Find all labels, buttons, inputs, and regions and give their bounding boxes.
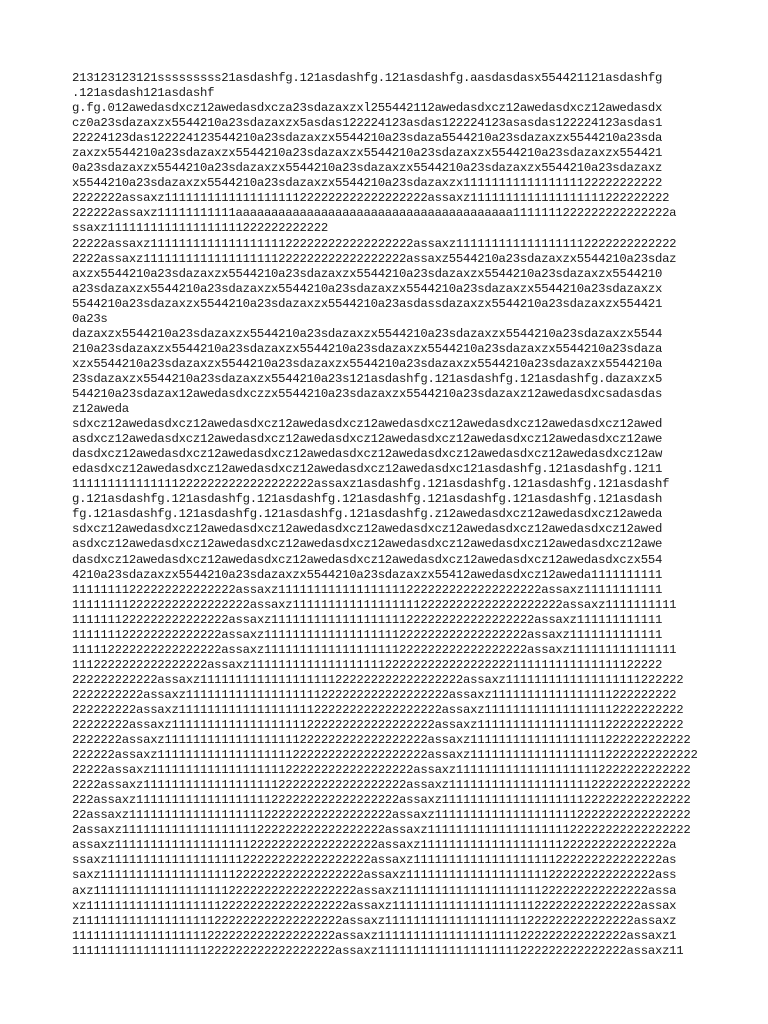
text-line: 4210a23sdazaxzx5544210a23sdazaxzx5544210a23sdazaxzx55412awedasdxcz12aweda1111111111 bbox=[72, 567, 663, 582]
text-line: sdxcz12awedasdxcz12awedasdxcz12awedasdxcz12awedasdxcz12awedasdxcz12awedasdxcz12awed bbox=[72, 522, 663, 537]
text-line: asdxcz12awedasdxcz12awedasdxcz12awedasdxcz12awedasdxcz12awedasdxcz12awedasdxcz12awe bbox=[72, 537, 663, 552]
text-line: xz1111111111111111111222222222222222222assaxz11111111111111111111222222222222222assax bbox=[72, 898, 677, 913]
text-line: .121asdash121asdashf bbox=[72, 86, 215, 101]
text-line: xzx5544210a23sdazaxzx5544210a23sdazaxzx5544210a23sdazaxzx5544210a23sdazaxzx5544210a bbox=[72, 356, 663, 371]
text-line: 11111111222222222222222assaxz1111111111111111112222222222222222222assaxz11111111111 bbox=[72, 582, 663, 597]
text-line: 222222222assaxz1111111111111111111222222222222222222assaxz1111111111111111112222222222 bbox=[72, 702, 684, 717]
text-line: 22222assaxz1111111111111111111222222222222222222assaxz1111111111111111112222222222222 bbox=[72, 236, 677, 251]
text-line: cz0a23sdazaxzx5544210a23sdazaxzx5asdas122224123asdas122224123asasdas122224123asdas1 bbox=[72, 116, 663, 131]
text-line: dasdxcz12awedasdxcz12awedasdxcz12awedasdxcz12awedasdxcz12awedasdxcz12awedasdxcz12aw bbox=[72, 447, 663, 462]
text-line: axzx5544210a23sdazaxzx5544210a23sdazaxzx5544210a23sdazaxzx5544210a23sdazaxzx5544210 bbox=[72, 266, 663, 281]
text-line: 222222222222assaxz1111111111111111111222222222222222222assaxz1111111111111111111222222 bbox=[72, 672, 684, 687]
text-line: asdxcz12awedasdxcz12awedasdxcz12awedasdxcz12awedasdxcz12awedasdxcz12awedasdxcz12awe bbox=[72, 432, 663, 447]
text-line: sdxcz12awedasdxcz12awedasdxcz12awedasdxcz12awedasdxcz12awedasdxcz12awedasdxcz12awed bbox=[72, 417, 663, 432]
text-line: 2assaxz1111111111111111111222222222222222222assaxz1111111111111111111122222222222222222 bbox=[72, 823, 691, 838]
text-line: 23sdazaxzx5544210a23sdazaxzx5544210a23s121asdashfg.121asdashfg.121asdashfg.dazaxzx5 bbox=[72, 371, 663, 386]
text-line: assaxz1111111111111111111222222222222222222assaxz11111111111111111111222222222222222a bbox=[72, 838, 677, 853]
text-line: g.121asdashfg.121asdashfg.121asdashfg.121asdashfg.121asdashfg.121asdashfg.121asdash bbox=[72, 492, 663, 507]
text-line: 0a23s bbox=[72, 311, 108, 326]
text-line: 1111111111111111111222222222222222222assaxz11111111111111111111222222222222222assaxz1 bbox=[72, 928, 677, 943]
text-line: ssaxz1111111111111111111222222222222222222assaxz11111111111111111111222222222222222as bbox=[72, 853, 677, 868]
text-line: 1111111122222222222222222assaxz11111111111111111122222222222222222222assaxz1111111111 bbox=[72, 597, 677, 612]
text-line: 22222222assaxz1111111111111111111222222222222222222assaxz11111111111111111122222222222 bbox=[72, 718, 684, 733]
text-line: 222222assaxz11111111111111111112222222222222222222assaxz11111111111111111112222222222222 bbox=[72, 748, 698, 763]
text-line: 1111111111111112222222222222222222assaxz1asdashfg.121asdashfg.121asdashfg.121asdashf bbox=[72, 477, 670, 492]
text-line: saxz1111111111111111111222222222222222222assaxz11111111111111111111222222222222222ass bbox=[72, 868, 677, 883]
text-line: 22224123das122224123544210a23sdazaxzx5544210a23sdaza5544210a23sdazaxzx5544210a23sda bbox=[72, 131, 663, 146]
text-line: z1111111111111111111222222222222222222assaxz11111111111111111111222222222222222assaxz bbox=[72, 913, 677, 928]
text-line: 2222assaxz1111111111111111111222222222222222222assaxz1111111111111111111122222222222222 bbox=[72, 778, 691, 793]
text-line: 544210a23sdazax12awedasdxczzx5544210a23sdazaxzx5544210a23sdazaxz12awedasdxcsadasdas bbox=[72, 386, 663, 401]
text-line: 2222222assaxz1111111111111111111222222222222222222assaxz1111111111111111111222222222222 bbox=[72, 733, 691, 748]
text-line: 213123123121sssssssss21asdashfg.121asdashfg.121asdashfg.aasdasdasx554421121asdashfg bbox=[72, 71, 663, 85]
text-line: 1112222222222222222assaxz1111111111111111111222222222222222222111111111111111122222 bbox=[72, 657, 663, 672]
text-line: 222assaxz1111111111111111111222222222222222222assaxz11111111111111111111222222222222222 bbox=[72, 793, 691, 808]
text-line: 111112222222222222222assaxz1111111111111111111222222222222222222assaxz111111111111111 bbox=[72, 642, 677, 657]
text-line: 2222222assaxz1111111111111111111222222222222222222assaxz1111111111111111111222222222 bbox=[72, 191, 670, 206]
text-line: dasdxcz12awedasdxcz12awedasdxcz12awedasdxcz12awedasdxcz12awedasdxcz12awedasdxczx554 bbox=[72, 552, 663, 567]
text-line: edasdxcz12awedasdxcz12awedasdxcz12awedasdxcz12awedasdxc121asdashfg.121asdashfg.1211 bbox=[72, 462, 663, 477]
text-line: 5544210a23sdazaxzx5544210a23sdazaxzx5544210a23asdassdazaxzx5544210a23sdazaxzx554421 bbox=[72, 296, 663, 311]
text-line: x5544210a23sdazaxzx5544210a23sdazaxzx5544210a23sdazaxzx1111111111111111122222222222 bbox=[72, 176, 663, 191]
text-line: axz1111111111111111111222222222222222222assaxz11111111111111111111222222222222222assa bbox=[72, 883, 677, 898]
text-line: 0a23sdazaxzx5544210a23sdazaxzx5544210a23sdazaxzx5544210a23sdazaxzx5544210a23sdazaxz bbox=[72, 161, 663, 176]
text-line: 111111122222222222222assaxz1111111111111111111222222222222222222assaxz1111111111111 bbox=[72, 627, 663, 642]
text-line: a23sdazaxzx5544210a23sdazaxzx5544210a23sdazaxzx5544210a23sdazaxzx5544210a23sdazaxzx bbox=[72, 281, 663, 296]
document-body-text bbox=[72, 71, 702, 959]
text-line: dazaxzx5544210a23sdazaxzx5544210a23sdazaxzx5544210a23sdazaxzx5544210a23sdazaxzx5544 bbox=[72, 326, 663, 341]
text-line: 22222assaxz1111111111111111111222222222222222222assaxz111111111111111111112222222222222 bbox=[72, 763, 691, 778]
text-line: 1111111111111111111222222222222222222assaxz11111111111111111111222222222222222assaxz11 bbox=[72, 943, 684, 958]
text-line: fg.121asdashfg.121asdashfg.121asdashfg.121asdashfg.z12awedasdxcz12awedasdxcz12aweda bbox=[72, 507, 663, 522]
text-line: ssaxz1111111111111111111222222222222 bbox=[72, 221, 328, 236]
text-line: z12aweda bbox=[72, 402, 129, 417]
text-line: zaxzx5544210a23sdazaxzx5544210a23sdazaxzx5544210a23sdazaxzx5544210a23sdazaxzx554421 bbox=[72, 146, 663, 161]
text-line: 2222222222assaxz1111111111111111111222222222222222222assaxz11111111111111111222222222 bbox=[72, 687, 677, 702]
text-line: g.fg.012awedasdxcz12awedasdxcza23sdazaxzxl255442112awedasdxcz12awedasdxcz12awedasdx bbox=[72, 101, 663, 116]
text-line: 1111111222222222222222assaxz1111111111111111111222222222222222222assaxz111111111111 bbox=[72, 612, 663, 627]
text-line: 22assaxz1111111111111111111222222222222222222assaxz111111111111111111112222222222222222 bbox=[72, 808, 691, 823]
text-line: 222222assaxz11111111111aaaaaaaaaaaaaaaaaaaaaaaaaaaaaaaaaaaaaaa1111111222222222222222a bbox=[72, 206, 677, 221]
text-line: 210a23sdazaxzx5544210a23sdazaxzx5544210a23sdazaxzx5544210a23sdazaxzx5544210a23sdaza bbox=[72, 341, 663, 356]
text-line: 2222assaxz1111111111111111111222222222222222222assaxz5544210a23sdazaxzx5544210a23sdaz bbox=[72, 251, 677, 266]
